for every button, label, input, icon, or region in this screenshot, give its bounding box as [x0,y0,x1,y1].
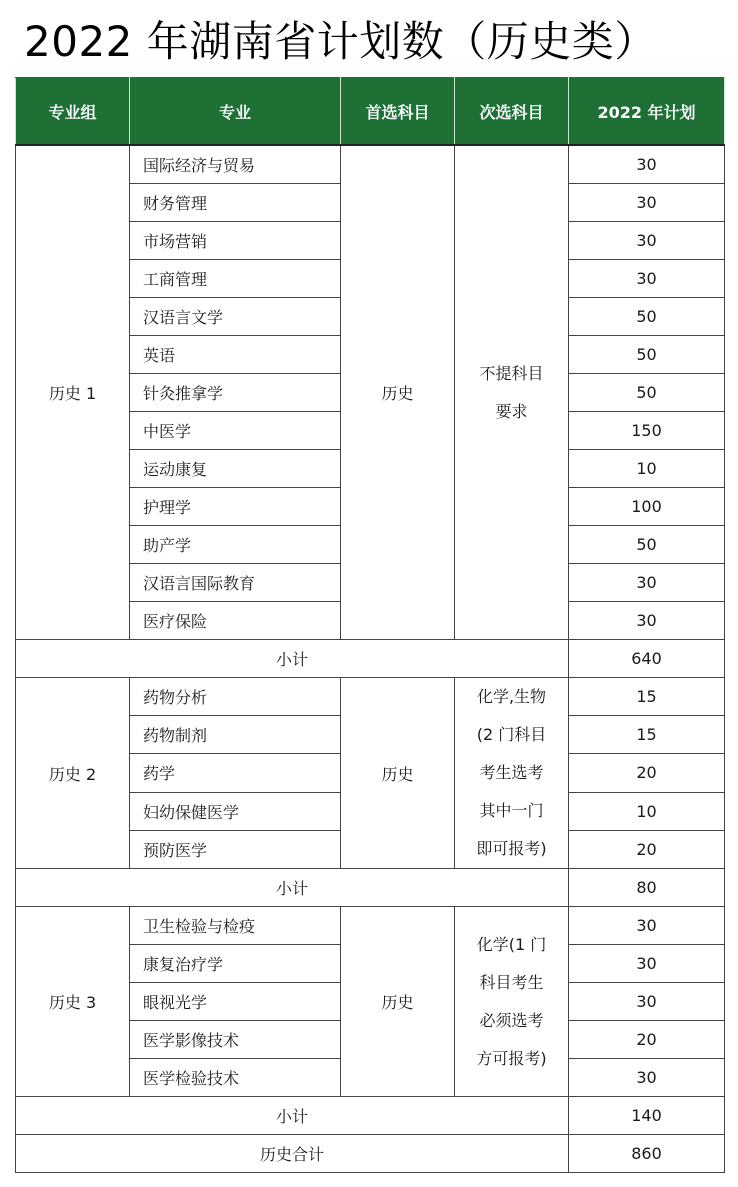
second-subject-line: (2 门科目 [476,725,547,744]
major-cell: 针灸推拿学 [130,374,341,412]
plan-cell: 10 [569,792,725,830]
plan-cell: 30 [569,945,725,983]
first-subject-cell: 历史 [341,145,455,640]
plan-cell: 20 [569,1021,725,1059]
second-subject-line: 要求 [495,401,528,421]
second-subject-line: 化学,生物 [476,687,547,706]
plan-cell: 10 [569,450,725,488]
major-cell: 药学 [130,754,341,792]
major-cell: 康复治疗学 [130,945,341,983]
major-cell: 医学影像技术 [130,1021,341,1059]
total-label: 历史合计 [16,1135,569,1173]
major-cell: 汉语言国际教育 [130,564,341,602]
second-subject-line: 其中一门 [479,801,544,820]
plan-cell: 15 [569,678,725,716]
subtotal-label: 小计 [16,869,569,907]
plan-cell: 50 [569,374,725,412]
header-major: 专业 [130,78,341,146]
plan-cell: 50 [569,526,725,564]
first-subject-cell: 历史 [341,678,455,869]
major-cell: 国际经济与贸易 [130,145,341,184]
major-cell: 药物分析 [130,678,341,716]
major-cell: 卫生检验与检疫 [130,907,341,945]
plan-cell: 30 [569,222,725,260]
second-subject-line: 必须选考 [479,1010,544,1030]
plan-cell: 50 [569,298,725,336]
plan-cell: 30 [569,602,725,640]
table-header-row [16,78,725,146]
subtotal-label: 小计 [16,1097,569,1135]
header-plan-2022: 2022 年计划 [569,78,725,146]
plan-cell: 30 [569,145,725,184]
total-row [16,1135,725,1173]
plan-cell: 15 [569,716,725,754]
subtotal-value: 140 [569,1097,725,1135]
major-cell: 市场营销 [130,222,341,260]
subtotal-value: 640 [569,640,725,678]
second-subject-cell [455,145,569,640]
plan-cell: 30 [569,184,725,222]
major-cell: 中医学 [130,412,341,450]
major-group-cell: 历史 1 [16,145,130,640]
major-cell: 财务管理 [130,184,341,222]
major-cell: 助产学 [130,526,341,564]
plan-cell: 30 [569,907,725,945]
major-cell: 医学检验技术 [130,1059,341,1097]
plan-table [15,77,725,1173]
major-cell: 运动康复 [130,450,341,488]
page-title: 2022 年湖南省计划数（历史类） [24,17,657,66]
major-cell: 妇幼保健医学 [130,792,341,830]
plan-cell: 20 [569,830,725,868]
subtotal-label: 小计 [16,640,569,678]
plan-cell: 30 [569,983,725,1021]
major-cell: 英语 [130,336,341,374]
major-cell: 医疗保险 [130,602,341,640]
header-first-subject: 首选科目 [341,78,455,146]
total-value: 860 [569,1135,725,1173]
plan-cell: 30 [569,1059,725,1097]
second-subject-line: 方可报考) [476,1048,547,1068]
subtotal-row [16,1097,725,1135]
second-subject-line: 即可报考) [476,839,547,858]
second-subject-cell [455,678,569,869]
plan-cell: 150 [569,412,725,450]
major-group-cell: 历史 2 [16,678,130,869]
second-subject-line: 科目考生 [479,972,544,992]
subtotal-row [16,640,725,678]
major-cell: 眼视光学 [130,983,341,1021]
plan-cell: 30 [569,564,725,602]
plan-cell: 20 [569,754,725,792]
header-second-subject: 次选科目 [455,78,569,146]
major-cell: 工商管理 [130,260,341,298]
second-subject-line: 不提科目 [479,363,544,383]
major-cell: 护理学 [130,488,341,526]
plan-cell: 30 [569,260,725,298]
second-subject-cell [455,907,569,1097]
table-row [16,678,725,716]
first-subject-cell: 历史 [341,907,455,1097]
table-row [16,907,725,945]
header-major-group: 专业组 [16,78,130,146]
major-cell: 汉语言文学 [130,298,341,336]
plan-cell: 100 [569,488,725,526]
major-cell: 预防医学 [130,830,341,868]
plan-cell: 50 [569,336,725,374]
major-cell: 药物制剂 [130,716,341,754]
subtotal-row [16,869,725,907]
second-subject-line: 考生选考 [479,763,544,782]
table-row [16,145,725,184]
second-subject-line: 化学(1 门 [476,934,547,954]
major-group-cell: 历史 3 [16,907,130,1097]
subtotal-value: 80 [569,869,725,907]
